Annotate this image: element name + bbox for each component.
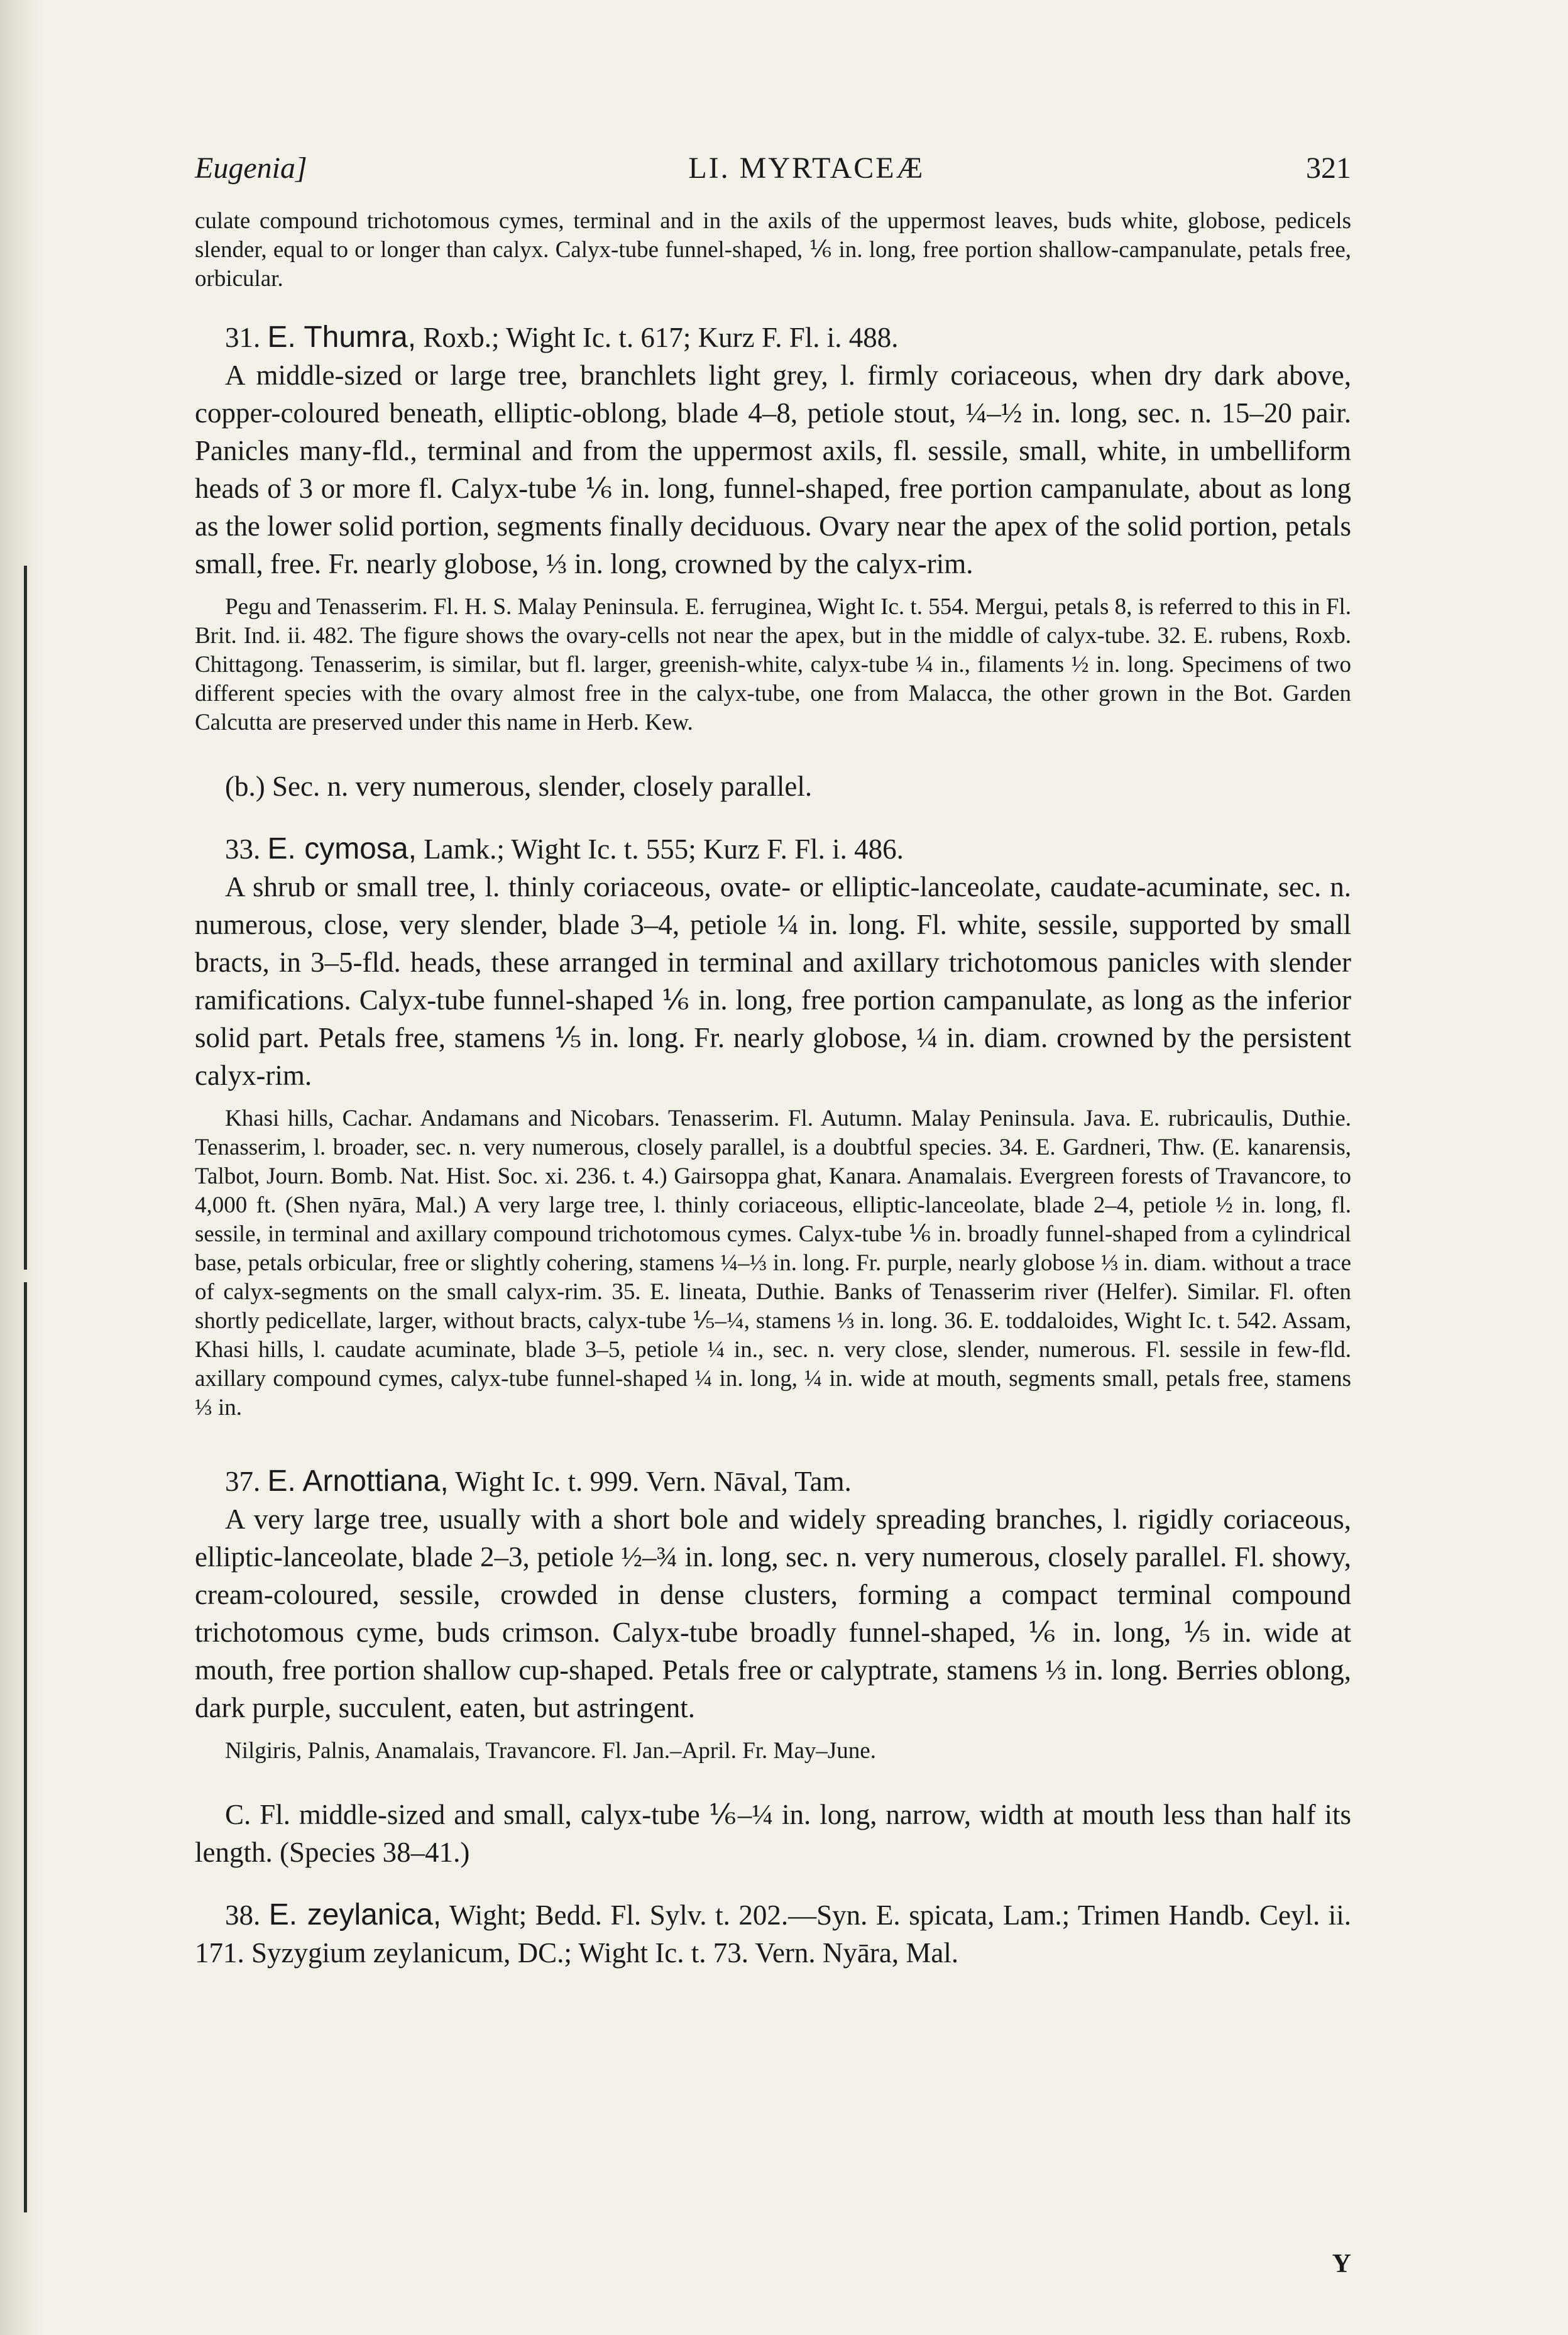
species-38 <box>195 1896 1351 1972</box>
page-number: 321 <box>1305 151 1351 185</box>
species-number: 33. <box>225 833 261 865</box>
species-citation: Wight; Bedd. Fl. Sylv. t. 202.—Syn. E. spicata, Lam.; Trimen Handb. Ceyl. ii. 171. Syzygium zeylanicum, DC.; Wight Ic. t. 73. Vern. Nyāra, Mal. <box>195 1899 1352 1969</box>
species-name: E. cymosa, <box>267 832 417 865</box>
species-description: A middle-sized or large tree, branchlets light grey, l. firmly coriaceous, when dry dark above, copper-coloured beneath, elliptic-oblong, blade 4–8, petiole stout, ¼–½ in. long, sec. n. 15–20 pair. Panicles many-fld., terminal and from the uppermost axils, fl. sessile, small, white, in umbelliform heads of 3 or more fl. Calyx-tube ⅙ in. long, funnel-shaped, free portion campanulate, about as long as the lower solid portion, segments finally deciduous. Ovary near the apex of the solid portion, petals small, free. Fr. nearly globose, ⅓ in. long, crowned by the calyx-rim. <box>195 360 1351 580</box>
signature-mark: Y <box>1332 2250 1351 2278</box>
section-b-heading: (b.) Sec. n. very numerous, slender, closely parallel. <box>225 771 813 802</box>
species-description: A shrub or small tree, l. thinly coriaceous, ovate- or elliptic-lanceolate, caudate-acuminate, sec. n. numerous, close, very slender, blade 3–4, petiole ¼ in. long. Fl. white, sessile, supported by small bracts, in 3–5-fld. heads, these arranged in terminal and axillary trichotomous panicles with slender ramifications. Calyx-tube funnel-shaped ⅙ in. long, free portion campanulate, as long as the inferior solid part. Petals free, stamens ⅕ in. long. Fr. nearly globose, ¼ in. diam. crowned by the persistent calyx-rim. <box>195 871 1351 1091</box>
species-citation: Lamk.; Wight Ic. t. 555; Kurz F. Fl. i. 486. <box>424 833 904 865</box>
species-number: 37. <box>225 1466 261 1497</box>
running-header <box>195 151 1351 185</box>
species-note: Pegu and Tenasserim. Fl. H. S. Malay Peninsula. E. ferruginea, Wight Ic. t. 554. Mergui, petals 8, is referred to this in Fl. Brit. Ind. ii. 482. The figure shows the ovary-cells not near the apex, but in the middle of calyx-tube. 32. E. rubens, Roxb. Chittagong. Tenasserim, is similar, but fl. larger, greenish-white, calyx-tube ¼ in., filaments ½ in. long. Specimens of two different species with the ovary almost free in the calyx-tube, one from Malacca, the other grown in the Bot. Garden Calcutta are preserved under this name in Herb. Kew. <box>195 594 1351 735</box>
species-name: E. Thumra, <box>267 321 417 354</box>
binding-rule-lower <box>24 1282 27 2212</box>
species-number: 38. <box>225 1899 261 1931</box>
species-note: Khasi hills, Cachar. Andamans and Nicobars. Tenasserim. Fl. Autumn. Malay Peninsula. Java. E. rubricaulis, Duthie. Tenasserim, l. broader, sec. n. very numerous, closely parallel, is a doubtful species. 34. E. Gardneri, Thw. (E. kanarensis, Talbot, Journ. Bomb. Nat. Hist. Soc. xi. 236. t. 4.) Gairsoppa ghat, Kanara. Anamalais. Evergreen forests of Travancore, to 4,000 ft. (Shen nyāra, Mal.) A very large tree, l. thinly coriaceous, elliptic-lanceolate, blade 2–4, petiole ½ in. long, fl. sessile, in terminal and axillary compound trichotomous cymes. Calyx-tube ⅙ in. broadly funnel-shaped from a cylindrical base, petals orbicular, free or slightly cohering, stamens ¼–⅓ in. long. Fr. purple, nearly globose ⅓ in. diam. without a trace of calyx-segments on the small calyx-rim. 35. E. lineata, Duthie. Banks of Tenasserim river (Helfer). Similar. Fl. often shortly pedicellate, larger, without bracts, calyx-tube ⅕–¼, stamens ⅓ in. long. 36. E. toddaloides, Wight Ic. t. 542. Assam, Khasi hills, l. caudate acuminate, blade 3–5, petiole ¼ in., sec. n. very close, slender, numerous. Fl. sessile in few-fld. axillary compound cymes, calyx-tube funnel-shaped ¼ in. long, ¼ in. wide at mouth, segments small, petals free, stamens ⅓ in. <box>195 1106 1351 1420</box>
binding-rule-upper <box>24 566 27 1270</box>
species-37 <box>195 1463 1351 1766</box>
species-citation: Wight Ic. t. 999. Vern. Nāval, Tam. <box>455 1466 852 1497</box>
species-citation: Roxb.; Wight Ic. t. 617; Kurz F. Fl. i. 488. <box>423 322 899 353</box>
page-content <box>195 151 1351 1972</box>
continuation-text: culate compound trichotomous cymes, terminal and in the axils of the uppermost leaves, buds white, globose, pedicels slender, equal to or longer than calyx. Calyx-tube funnel-shaped, ⅙ in. long, free portion shallow-campanulate, petals free, orbicular. <box>195 208 1351 292</box>
section-c-heading: C. Fl. middle-sized and small, calyx-tube ⅙–¼ in. long, narrow, width at mouth less than half its length. (Species 38–41.) <box>195 1799 1351 1868</box>
species-number: 31. <box>225 322 261 353</box>
species-name: E. zeylanica, <box>268 1898 442 1931</box>
page-edge-shadow <box>0 0 44 2335</box>
species-note: Nilgiris, Palnis, Anamalais, Travancore. Fl. Jan.–April. Fr. May–June. <box>225 1738 876 1764</box>
species-description: A very large tree, usually with a short bole and widely spreading branches, l. rigidly coriaceous, elliptic-lanceolate, blade 2–3, petiole ½–¾ in. long, sec. n. very numerous, closely parallel. Fl. showy, cream-coloured, sessile, crowded in dense clusters, forming a compact terminal compound trichotomous cyme, buds crimson. Calyx-tube broadly funnel-shaped, ⅙ in. long, ⅕ in. wide at mouth, free portion shallow cup-shaped. Petals free or calyptrate, stamens ⅓ in. long. Berries oblong, dark purple, succulent, eaten, but astringent. <box>195 1503 1351 1723</box>
species-33 <box>195 830 1351 1422</box>
header-family: LI. MYRTACEÆ <box>688 151 925 185</box>
species-31 <box>195 319 1351 737</box>
header-genus: Eugenia] <box>195 151 307 185</box>
species-name: E. Arnottiana, <box>267 1464 449 1498</box>
